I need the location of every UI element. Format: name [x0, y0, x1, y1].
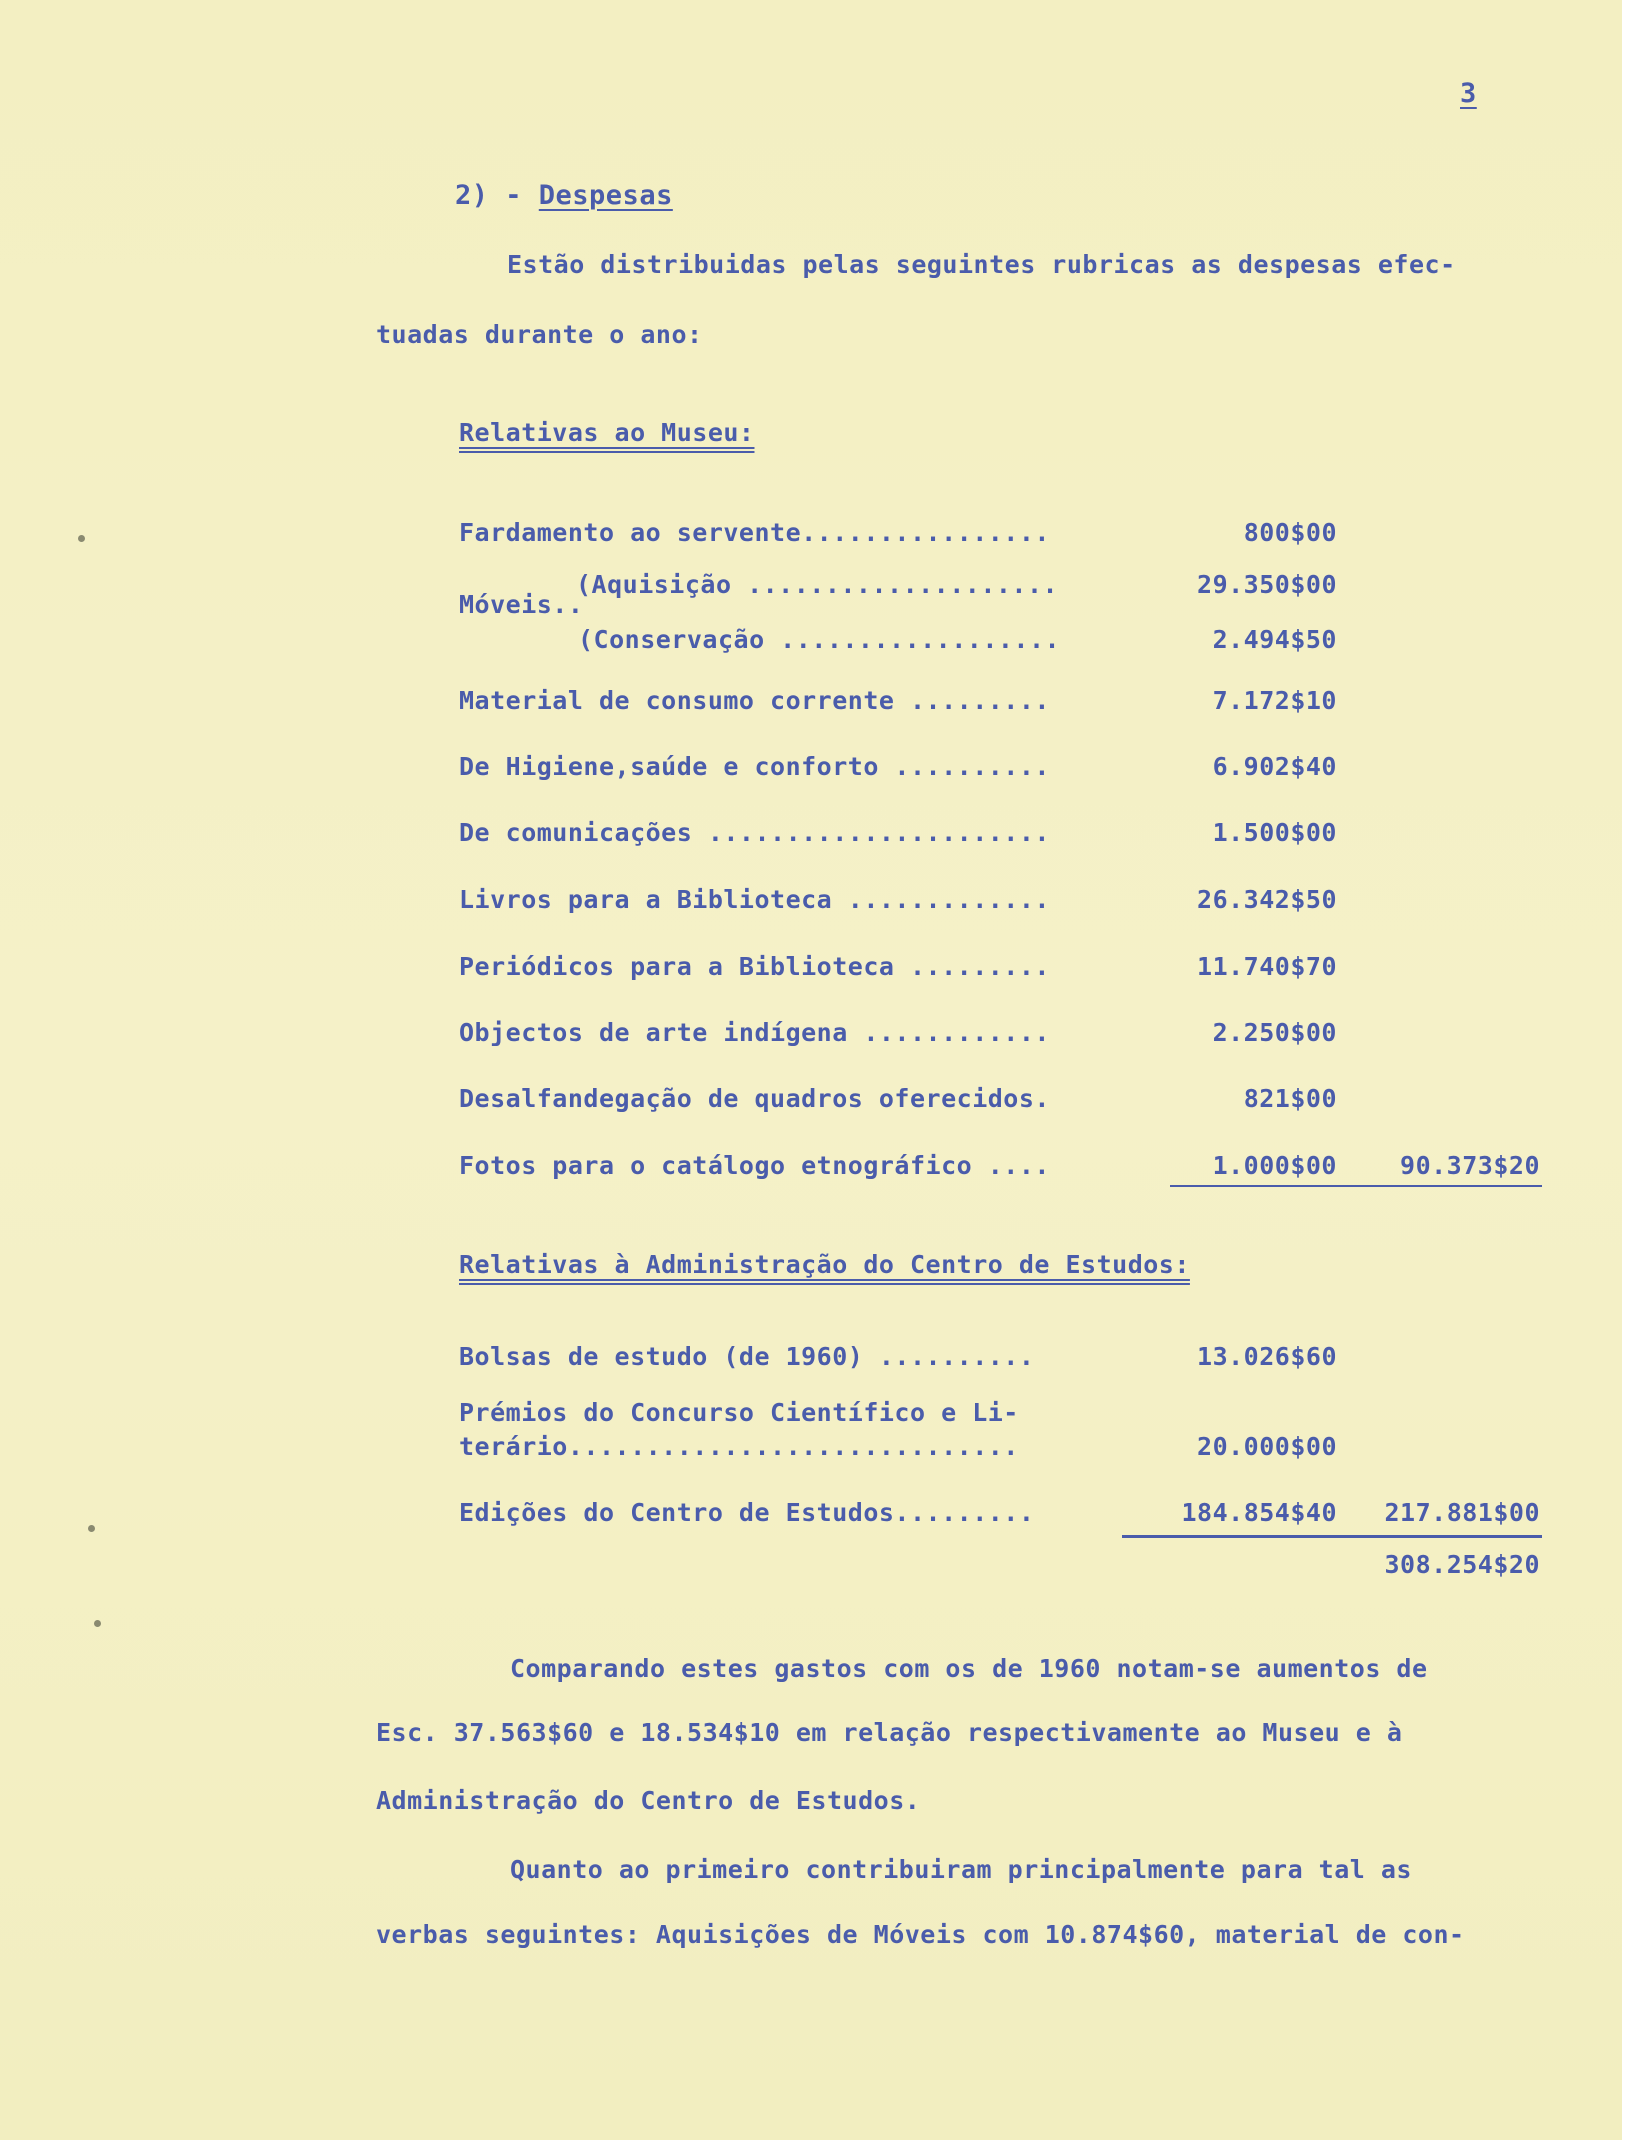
paragraph-1-line-3: Administração do Centro de Estudos. [376, 1786, 921, 1815]
moveis-label: Móveis.. [459, 590, 584, 619]
centro-item-amount: 184.854$40 [1181, 1498, 1337, 1527]
paragraph-1-line-2: Esc. 37.563$60 e 18.534$10 em relação respectivamente ao Museu e à [376, 1718, 1403, 1747]
museu-item-label: Livros para a Biblioteca ............. [459, 885, 1050, 914]
punch-mark [88, 1525, 95, 1532]
page-number: 3 [1460, 78, 1477, 109]
museu-item-amount: 800$00 [1243, 518, 1337, 547]
museu-item-amount: 29.350$00 [1197, 570, 1337, 599]
punch-mark [78, 535, 85, 542]
paragraph-2-line-1: Quanto ao primeiro contribuiram principalmente para tal as [510, 1855, 1412, 1884]
museu-item-label: Periódicos para a Biblioteca ......... [459, 952, 1050, 981]
museu-item-label: (Conservação .................. [578, 625, 1061, 654]
intro-line-1: Estão distribuidas pelas seguintes rubricas as despesas efec- [507, 250, 1456, 279]
museu-item-label: Fardamento ao servente................ [459, 518, 1050, 547]
section-number: 2) - [455, 180, 539, 211]
museu-item-label: (Aquisição .................... [576, 570, 1059, 599]
museu-item-amount: 11.740$70 [1197, 952, 1337, 981]
centro-item-label: Bolsas de estudo (de 1960) .......... [459, 1342, 1035, 1371]
museu-item-label: De Higiene,saúde e conforto .......... [459, 752, 1050, 781]
museu-item-amount: 26.342$50 [1197, 885, 1337, 914]
section-title: Despesas [538, 180, 673, 211]
centro-item-label: Edições do Centro de Estudos......... [459, 1498, 1035, 1527]
museu-item-amount: 821$00 [1243, 1084, 1337, 1113]
total-rule [1122, 1535, 1542, 1538]
punch-mark [94, 1620, 101, 1627]
museu-item-label: Objectos de arte indígena ............ [459, 1018, 1050, 1047]
paragraph-1-line-1: Comparando estes gastos com os de 1960 notam-se aumentos de [510, 1654, 1428, 1683]
centro-heading: Relativas à Administração do Centro de Estudos: [459, 1250, 1190, 1279]
page-edge [1622, 0, 1643, 2140]
museu-item-label: De comunicações ...................... [459, 818, 1050, 847]
centro-item-amount: 20.000$00 [1197, 1432, 1337, 1461]
museu-subtotal: 90.373$20 [1400, 1151, 1540, 1180]
museu-item-amount: 1.500$00 [1212, 818, 1337, 847]
centro-item-amount: 13.026$60 [1197, 1342, 1337, 1371]
section-heading [455, 180, 673, 211]
intro-line-2: tuadas durante o ano: [376, 320, 703, 349]
museu-item-amount: 6.902$40 [1212, 752, 1337, 781]
museu-heading: Relativas ao Museu: [459, 418, 755, 447]
museu-item-amount: 1.000$00 [1212, 1151, 1337, 1180]
centro-subtotal: 217.881$00 [1384, 1498, 1540, 1527]
museu-item-label: Fotos para o catálogo etnográfico .... [459, 1151, 1050, 1180]
museu-item-amount: 2.494$50 [1212, 625, 1337, 654]
museu-item-amount: 7.172$10 [1212, 686, 1337, 715]
museu-item-amount: 2.250$00 [1212, 1018, 1337, 1047]
centro-item-label: Prémios do Concurso Científico e Li- [459, 1398, 1019, 1427]
museu-subtotal-rule [1170, 1185, 1542, 1187]
museu-item-label: Desalfandegação de quadros oferecidos. [459, 1084, 1050, 1113]
grand-total: 308.254$20 [1384, 1550, 1540, 1579]
centro-item-label-cont: terário............................. [459, 1432, 1019, 1461]
paragraph-2-line-2: verbas seguintes: Aquisições de Móveis com 10.874$60, material de con- [376, 1920, 1465, 1949]
museu-item-label: Material de consumo corrente ......... [459, 686, 1050, 715]
